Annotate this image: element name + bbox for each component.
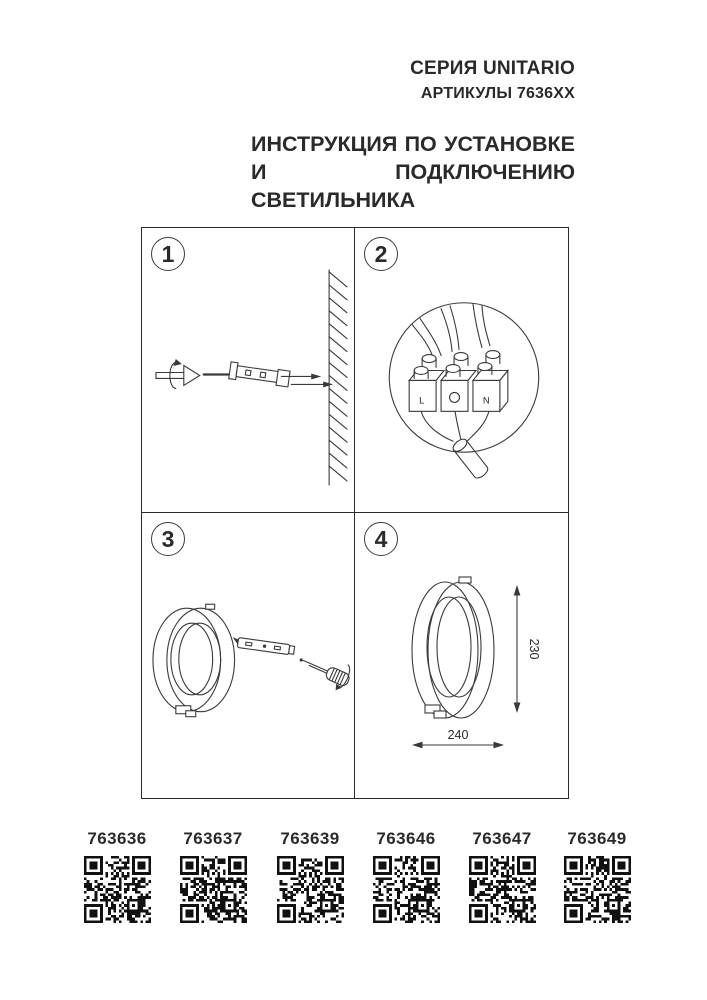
article-column <box>552 829 642 928</box>
article-column <box>265 829 355 928</box>
anchor-screw <box>204 362 291 387</box>
instruction-heading-line1: ИНСТРУКЦИЯ ПО УСТАНОВКЕ <box>251 132 575 156</box>
article-code: 763649 <box>567 829 627 848</box>
power-cable <box>421 411 490 480</box>
step-panel-2 <box>355 228 568 513</box>
terminal-block <box>409 351 508 412</box>
bracket-assembly-drawing <box>142 513 354 798</box>
width-dimension-label: 240 <box>447 728 469 742</box>
step-panel-1 <box>142 228 355 513</box>
step-number-badge <box>151 522 185 556</box>
terminal-live-label: L <box>419 395 425 407</box>
step-number: 4 <box>374 525 388 552</box>
instruction-heading-line2: И ПОДКЛЮЧЕНИЮ СВЕТИЛЬНИКА <box>251 160 575 212</box>
articles-title: АРТИКУЛЫ 7636ХХ <box>420 85 575 102</box>
article-column <box>168 829 258 928</box>
article-column <box>361 829 451 928</box>
article-code: 763647 <box>472 829 532 848</box>
qr-code <box>277 856 344 923</box>
article-column <box>72 829 162 928</box>
ring-lamp <box>412 577 494 718</box>
step-number: 1 <box>161 240 175 267</box>
article-column <box>457 829 547 928</box>
supply-wires <box>412 304 490 358</box>
wall <box>329 270 347 485</box>
lamp-top-tab <box>459 577 471 583</box>
qr-code <box>564 856 631 923</box>
lamp-top-tab <box>206 604 215 609</box>
step-number-badge <box>364 522 398 556</box>
dimensions-drawing <box>355 513 568 798</box>
step-panel-3 <box>142 513 355 798</box>
instruction-heading <box>251 130 575 214</box>
qr-code <box>84 856 151 923</box>
article-code: 763637 <box>183 829 243 848</box>
article-code: 763636 <box>87 829 147 848</box>
step-panel-4 <box>355 513 568 798</box>
step-number-badge <box>364 237 398 271</box>
wall-hatching <box>329 272 347 481</box>
lamp-mount-tab-step <box>186 711 196 717</box>
terminal-ground <box>441 380 468 411</box>
lamp-mount-tab-step <box>434 711 446 718</box>
terminal-wiring-drawing <box>355 228 568 512</box>
wall-anchor-drawing <box>142 228 354 512</box>
height-dimension <box>514 585 541 713</box>
screwdriver-icon <box>309 663 351 690</box>
fixing-screw <box>300 658 310 663</box>
step-number-badge <box>151 237 185 271</box>
article-code: 763646 <box>376 829 436 848</box>
step-number: 3 <box>161 525 175 552</box>
width-dimension <box>412 728 504 748</box>
article-code: 763639 <box>280 829 340 848</box>
steps-grid <box>141 227 569 799</box>
series-title: СЕРИЯ UNITARIO <box>410 58 575 79</box>
mounting-bracket <box>231 637 294 656</box>
qr-code <box>180 856 247 923</box>
qr-code <box>373 856 440 923</box>
terminal-neutral-label: N <box>482 395 490 407</box>
screw-rotation-icon <box>156 359 200 388</box>
step-number: 2 <box>374 240 388 267</box>
qr-code <box>469 856 536 923</box>
ring-lamp <box>153 604 235 716</box>
height-dimension-label: 230 <box>527 638 541 660</box>
